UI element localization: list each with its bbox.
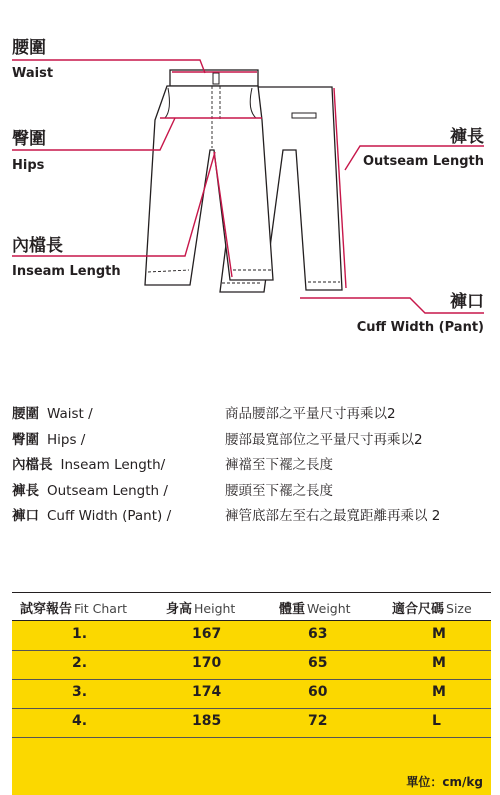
spec-description: 腰部最寬部位之平量尺寸再乘以2: [225, 431, 423, 448]
hips-label-zh: 臀圍: [12, 129, 46, 149]
table-header: [12, 592, 491, 621]
cell-size: M: [432, 626, 446, 642]
cell-height: 185: [192, 713, 222, 729]
cell-weight: 65: [308, 655, 328, 671]
cell-weight: 60: [308, 684, 328, 700]
waist-label-zh: 腰圍: [12, 38, 46, 58]
inseam-label-zh: 內檔長: [12, 236, 63, 256]
spec-label-en: Outseam Length /: [47, 482, 168, 499]
table-row: [12, 650, 491, 680]
cell-size: M: [432, 684, 446, 700]
spec-row-outseam: [12, 479, 492, 505]
inseam-label-en: Inseam Length: [12, 264, 121, 279]
cell-index: 3.: [72, 684, 88, 700]
cuff-label-zh: 褲口: [450, 292, 484, 312]
spec-description: 商品腰部之平量尺寸再乘以2: [225, 406, 396, 422]
spec-description: 腰頭至下襬之長度: [225, 482, 333, 499]
spec-label-en: Hips /: [47, 431, 86, 448]
cuff-label-en: Cuff Width (Pant): [356, 320, 484, 335]
hips-label-en: Hips: [12, 158, 45, 173]
table-row: [12, 708, 491, 738]
cell-index: 2.: [72, 655, 88, 671]
table-body: [12, 621, 491, 795]
spec-row-cuff: [12, 504, 492, 530]
pants-diagram: [0, 0, 500, 360]
spec-row-inseam: [12, 453, 492, 479]
spec-description: 褲管底部左至右之最寬距離再乘以 2: [225, 508, 441, 524]
spec-label-zh: 褲長: [12, 482, 39, 499]
spec-row-waist: [12, 402, 492, 428]
cell-size: L: [432, 713, 441, 729]
header-height: 身高 Height: [166, 601, 236, 617]
spec-label-zh: 內檔長: [12, 457, 53, 473]
cell-height: 174: [192, 684, 222, 700]
cell-weight: 63: [308, 626, 328, 642]
spec-label-en: Cuff Width (Pant) /: [47, 508, 172, 524]
cell-weight: 72: [308, 713, 328, 729]
cell-height: 170: [192, 655, 222, 671]
spec-list: [12, 402, 492, 530]
spec-label-en: Inseam Length/: [60, 457, 166, 473]
spec-label-zh: 腰圍: [12, 406, 39, 422]
spec-label-en: Waist /: [47, 406, 93, 422]
cell-index: 1.: [72, 626, 88, 642]
outseam-label-en: Outseam Length: [362, 154, 484, 169]
spec-description: 褲襠至下襬之長度: [225, 457, 333, 473]
cell-index: 4.: [72, 713, 88, 729]
table-row-empty: [12, 737, 491, 766]
header-fit-chart: 試穿報告 Fit Chart: [20, 601, 127, 617]
cell-height: 167: [192, 626, 222, 642]
table-row: [12, 621, 491, 651]
header-size: 適合尺碼 Size: [392, 601, 472, 617]
cell-size: M: [432, 655, 446, 671]
waist-label-en: Waist: [12, 66, 54, 81]
spec-label-zh: 褲口: [12, 508, 39, 524]
spec-label-zh: 臀圍: [12, 431, 39, 448]
fit-chart-table: [12, 592, 491, 795]
outseam-label-zh: 褲長: [450, 127, 484, 147]
table-row: [12, 679, 491, 709]
unit-note: 單位：cm/kg: [406, 775, 483, 789]
spec-row-hips: [12, 428, 492, 454]
header-weight: 體重 Weight: [279, 601, 351, 617]
